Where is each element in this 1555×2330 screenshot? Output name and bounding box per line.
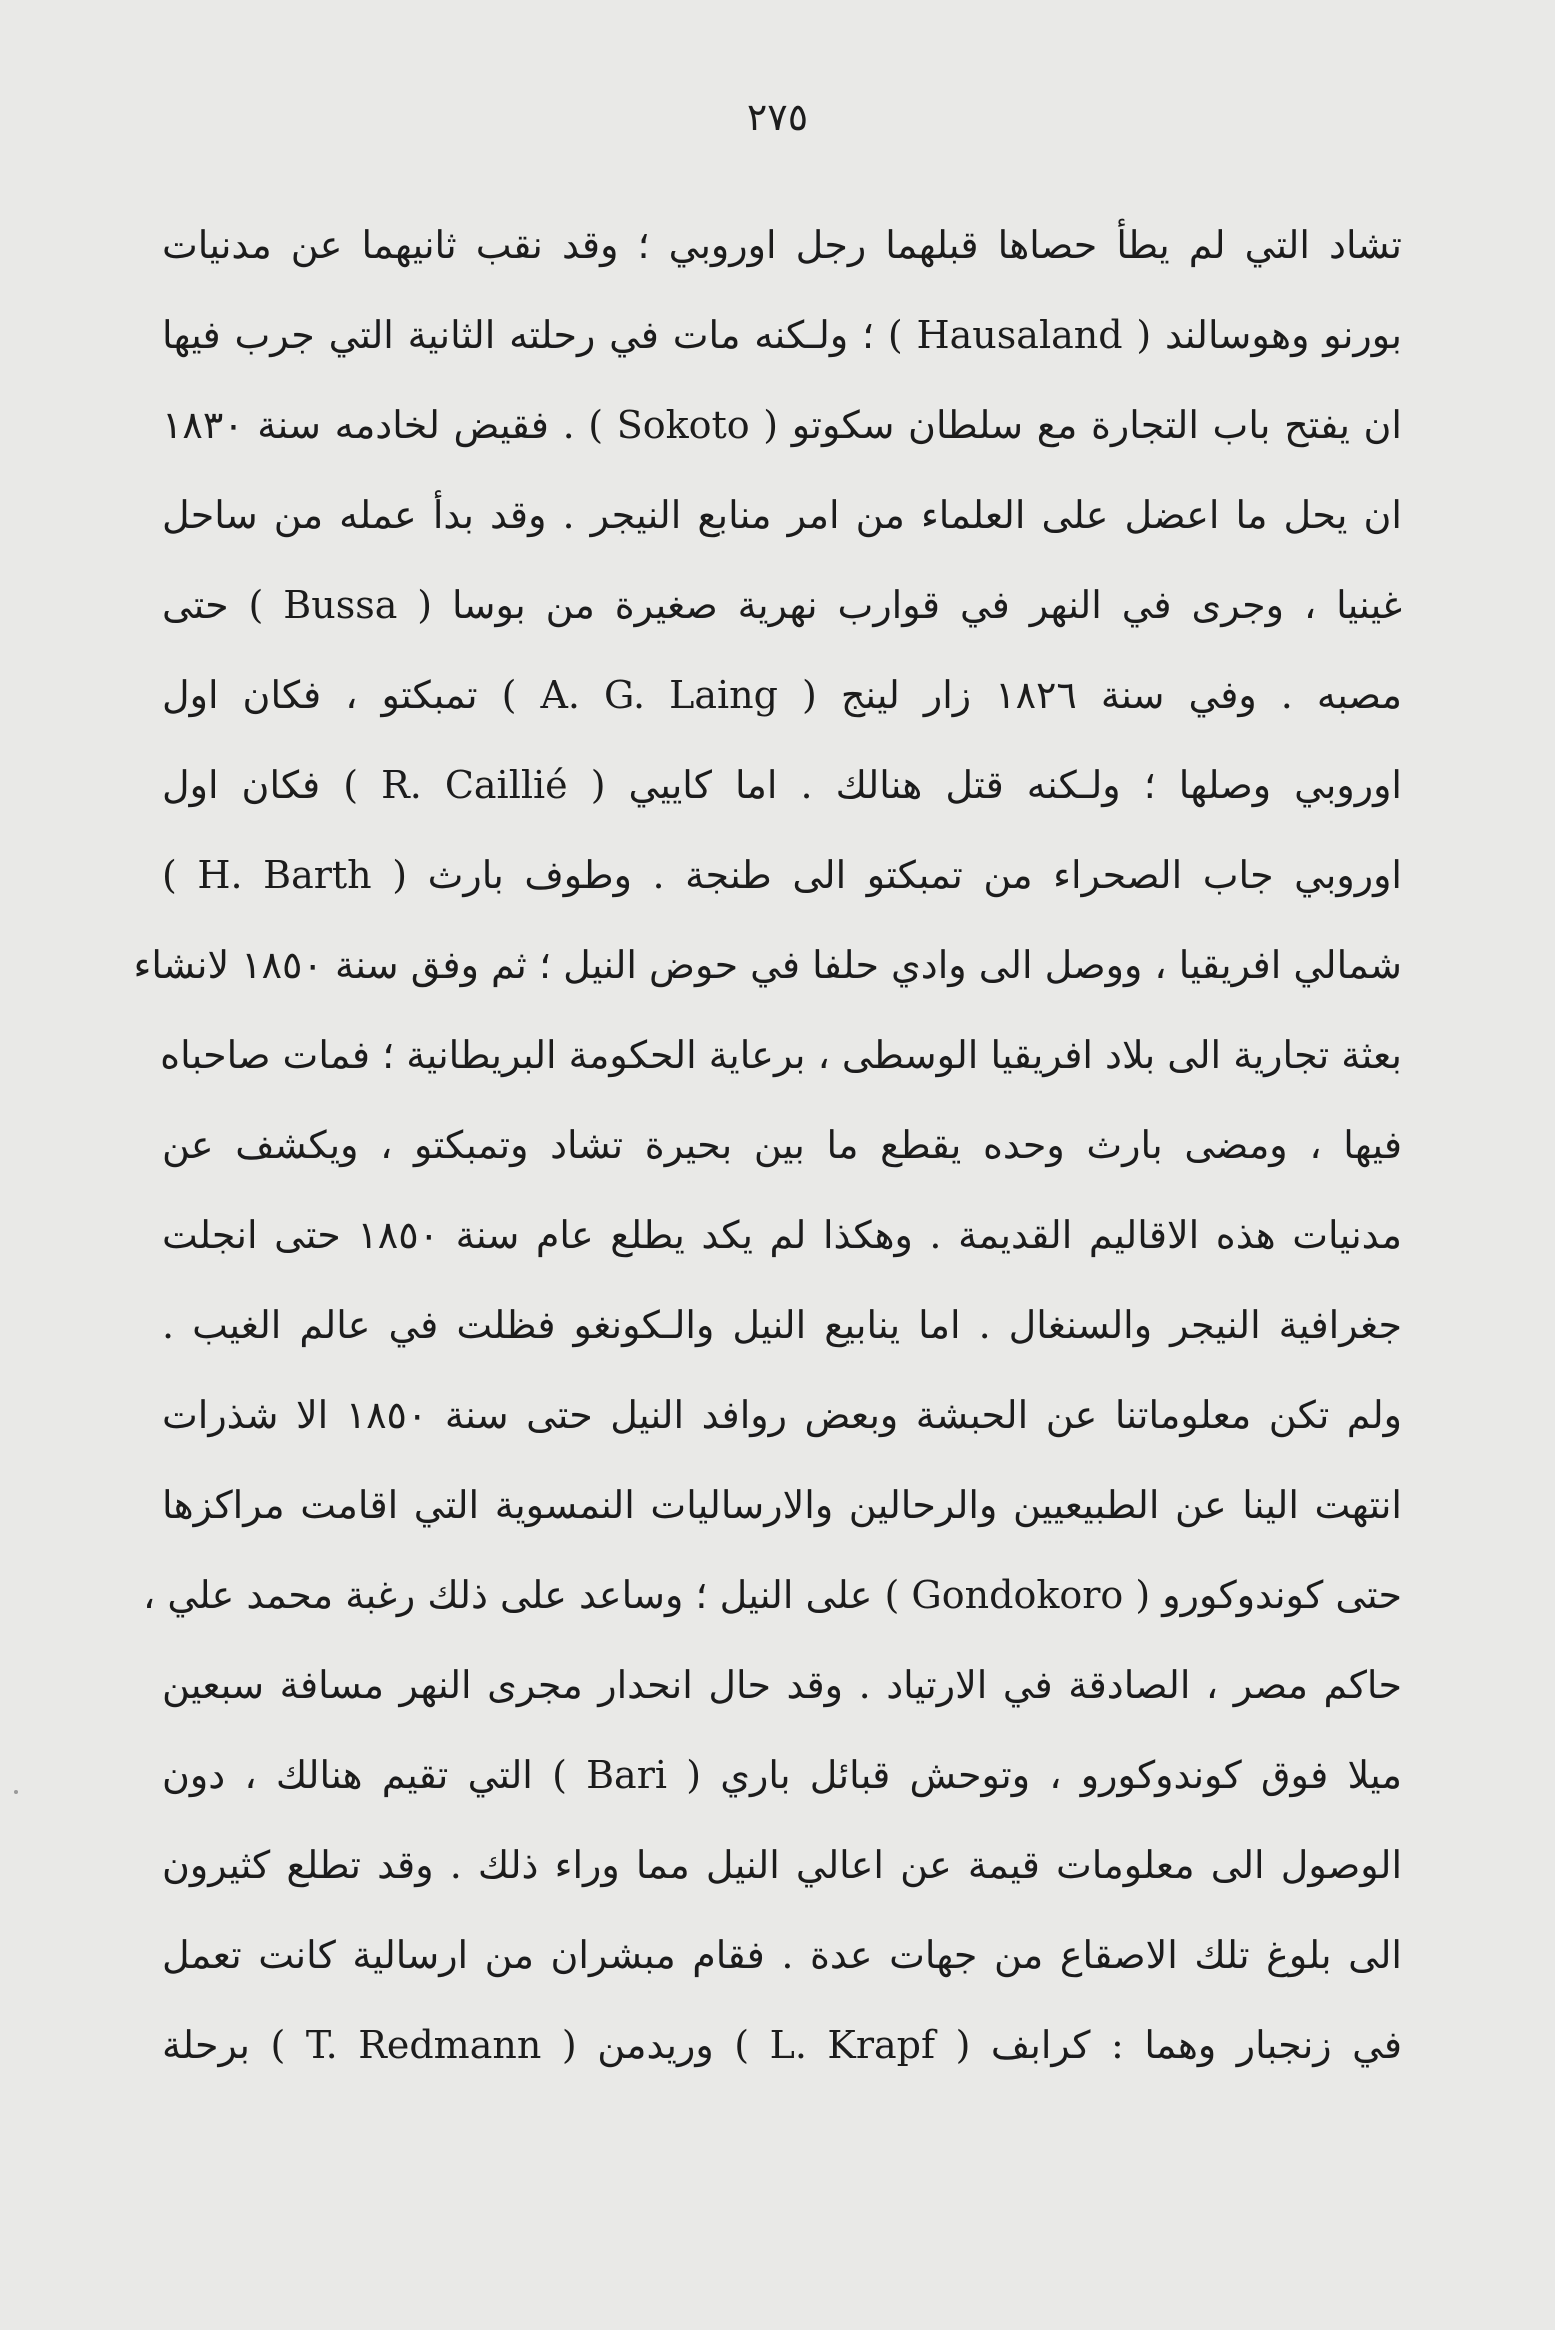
text-line: ان يحل ما اعضل على العلماء من امر منابع النيجر . وقد بدأ عمله من ساحل [162, 493, 1402, 537]
body-text [133, 200, 1403, 2090]
text-line: حاكم مصر ، الصادقة في الارتياد . وقد حال انحدار مجرى النهر مسافة سبعين [162, 1663, 1402, 1707]
text-line: ميلا فوق كوندوكورو ، وتوحش قبائل باري ( Bari ) التي تقيم هنالك ، دون [162, 1753, 1402, 1797]
text-line: جغرافية النيجر والسنغال . اما ينابيع النيل والـكونغو فظلت في عالم الغيب . [162, 1303, 1402, 1347]
text-line: الى بلوغ تلك الاصقاع من جهات عدة . فقام مبشران من ارسالية كانت تعمل [162, 1933, 1402, 1977]
text-line: فيها ، ومضى بارث وحده يقطع ما بين بحيرة تشاد وتمبكتو ، ويكشف عن [162, 1123, 1402, 1167]
text-line: حتى كوندوكورو ( Gondokoro ) على النيل ؛ وساعد على ذلك رغبة محمد علي ، [142, 1573, 1402, 1617]
text-line: في زنجبار وهما : كرابف ( L. Krapf ) وريدمن ( T. Redmann ) برحلة [162, 2023, 1402, 2067]
text-line: انتهت الينا عن الطبيعيين والرحالين والارساليات النمسوية التي اقامت مراكزها [162, 1483, 1402, 1527]
text-line: ان يفتح باب التجارة مع سلطان سكوتو ( Sokoto ) . فقيض لخادمه سنة ١٨٣٠ [162, 403, 1402, 447]
text-line: بورنو وهوسالند ( Hausaland ) ؛ ولـكنه مات في رحلته الثانية التي جرب فيها [162, 313, 1402, 357]
text-line: شمالي افريقيا ، ووصل الى وادي حلفا في حوض النيل ؛ ثم وفق سنة ١٨٥٠ لانشاء [133, 943, 1402, 987]
text-line: اوروبي جاب الصحراء من تمبكتو الى طنجة . وطوف بارث ( H. Barth ) [162, 853, 1402, 897]
text-line: تشاد التي لم يطأ حصاها قبلهما رجل اوروبي ؛ وقد نقب ثانيهما عن مدنيات [162, 223, 1402, 267]
text-line: بعثة تجارية الى بلاد افريقيا الوسطى ، برعاية الحكومة البريطانية ؛ فمات صاحباه [160, 1033, 1402, 1077]
text-line: غينيا ، وجرى في النهر في قوارب نهرية صغيرة من بوسا ( Bussa ) حتى [162, 583, 1402, 627]
text-line: اوروبي وصلها ؛ ولـكنه قتل هنالك . اما كاييي ( R. Caillié ) فكان اول [162, 763, 1402, 807]
paper-speck [14, 1790, 18, 1794]
text-line: مصبه . وفي سنة ١٨٢٦ زار لينج ( A. G. Laing ) تمبكتو ، فكان اول [162, 673, 1402, 717]
text-line: الوصول الى معلومات قيمة عن اعالي النيل مما وراء ذلك . وقد تطلع كثيرون [162, 1843, 1402, 1887]
text-line: مدنيات هذه الاقاليم القديمة . وهكذا لم يكد يطلع عام سنة ١٨٥٠ حتى انجلت [162, 1213, 1402, 1257]
page-number: ٢٧٥ [746, 95, 809, 139]
text-line: ولم تكن معلوماتنا عن الحبشة وبعض روافد النيل حتى سنة ١٨٥٠ الا شذرات [162, 1393, 1403, 1437]
